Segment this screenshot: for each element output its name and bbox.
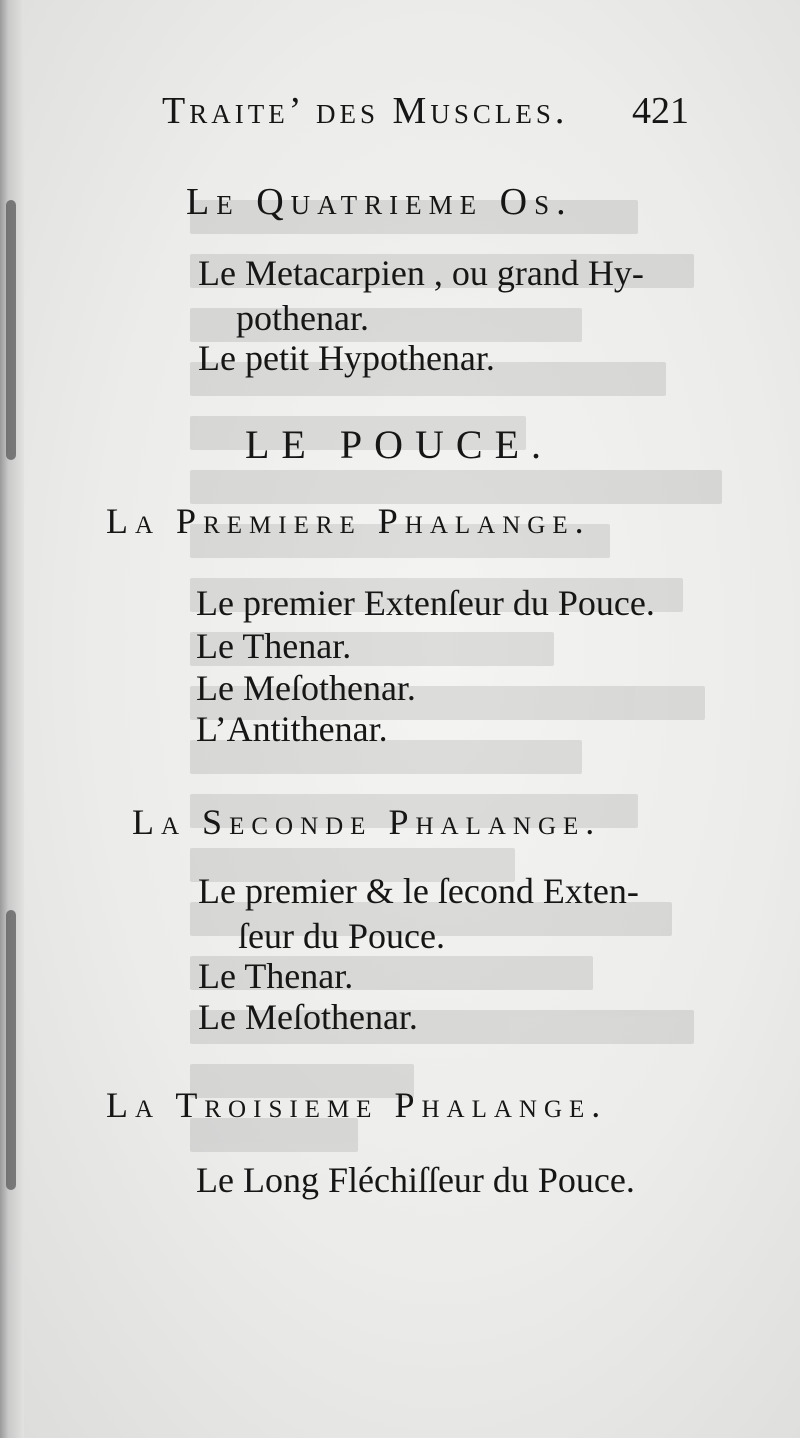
entry-line: Le Thenar. (196, 626, 352, 666)
binding-shadow (6, 200, 16, 460)
section-heading-troisieme-phalange: La Troisieme Phalange. (106, 1085, 608, 1125)
page-number: 421 (632, 90, 689, 132)
entry-line: Le premier Extenſeur du Pouce. (196, 583, 655, 623)
entry-line: L’Antithenar. (196, 709, 388, 749)
entry-line: pothenar. (236, 298, 369, 338)
entry-line: Le Thenar. (198, 956, 354, 996)
entry-line: Le Meſothenar. (198, 997, 418, 1037)
entry-line: Le Meſothenar. (196, 668, 416, 708)
section-heading-premiere-phalange: La Premiere Phalange. (106, 501, 591, 541)
section-heading-quatrieme-os: Le Quatrieme Os. (186, 181, 573, 223)
entry-line: Le Long Fléchiſſeur du Pouce. (196, 1160, 635, 1200)
entry-line: ſeur du Pouce. (238, 916, 445, 956)
chapter-heading-pouce: LE POUCE. (245, 422, 553, 467)
entry-line: Le petit Hypothenar. (198, 338, 495, 378)
running-title: Traite’ des Muscles. (162, 90, 569, 132)
section-heading-seconde-phalange: La Seconde Phalange. (132, 802, 602, 842)
binding-shadow (6, 910, 16, 1190)
entry-line: Le Metacarpien , ou grand Hy- (198, 253, 644, 293)
entry-line: Le premier & le ſecond Exten- (198, 871, 639, 911)
